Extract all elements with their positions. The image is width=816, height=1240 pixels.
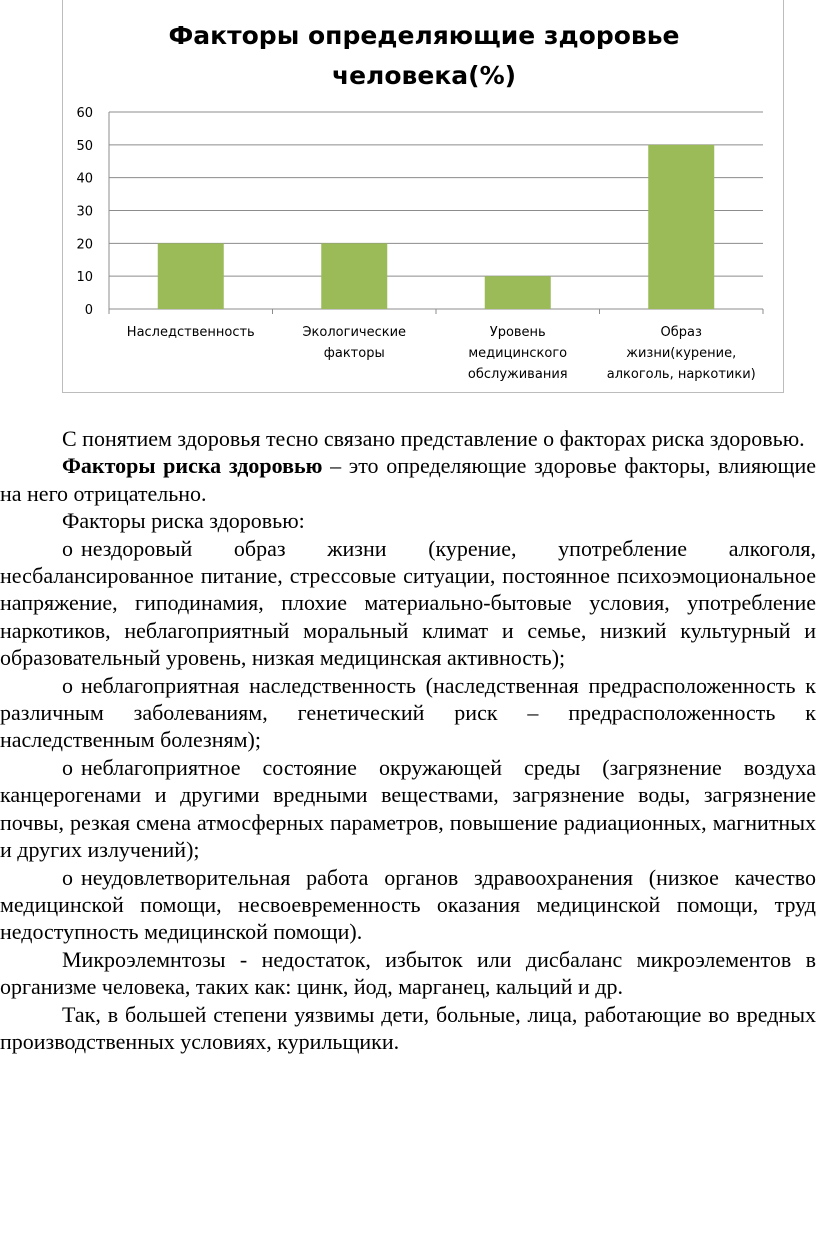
chart-title-line-2: человека(%) (331, 61, 517, 90)
term-bold: Факторы риска здоровью (62, 453, 323, 479)
list-item-text: неблагоприятное состояние окружающей среды (загрязнение воздуха канцерогенами и другими вредными веществами, загрязнение воды, загрязнение почвы, резкая смена атмосферных параметров, повышение радиационных, магнитных и других излучений); (0, 754, 816, 863)
x-category-label: медицинского (468, 346, 568, 361)
list-item-text: нездоровый образ жизни (курение, употребление алкоголя, несбалансированное питание, стрессовые ситуации, постоянное психоэмоциональное напряжение, гиподинамия, плохие материально-бытовые условия, употребление наркотиков, неблагоприятный моральный климат и семье, низкий культурный и образовательный уровень, низкая медицинская активность); (0, 535, 816, 671)
x-category-label: Экологические (302, 325, 407, 340)
list-item (0, 864, 816, 946)
paragraph-list-heading: Факторы риска здоровью: (62, 508, 305, 534)
chart-title-line-1: Факторы определяющие здоровье (168, 21, 680, 50)
chart (62, 0, 784, 393)
paragraph-definition (0, 452, 816, 507)
body-text (0, 425, 816, 1055)
y-tick-label: 50 (76, 138, 93, 154)
x-category-label: обслуживания (467, 367, 568, 382)
bullet-icon: o (62, 754, 73, 780)
list-item (0, 535, 816, 672)
bar (158, 243, 224, 309)
list-item (0, 754, 816, 864)
y-tick-label: 60 (76, 106, 93, 121)
x-category-label: факторы (323, 346, 385, 361)
paragraph-microelements: Микроэлемнтозы - недостаток, избыток или дисбаланс микроэлементов в организме человека, таких как: цинк, йод, марганец, кальций и др. (0, 946, 816, 1000)
list-item (0, 672, 816, 754)
y-tick-label: 0 (84, 303, 93, 318)
y-tick-label: 10 (76, 270, 93, 286)
list-item-text: неудовлетворительная работа органов здравоохранения (низкое качество медицинской помощи, несвоевременность оказания медицинской помощи, труд недоступность медицинской помощи). (0, 864, 816, 945)
chart-plot (63, 0, 785, 393)
bar (485, 276, 551, 309)
y-tick-label: 30 (76, 204, 93, 220)
x-category-label: Образ (660, 325, 702, 340)
paragraph-vulnerable-groups: Так, в большей степени уязвимы дети, больные, лица, работающие во вредных производственных условиях, курильщики. (0, 1001, 816, 1054)
x-category-label: Уровень (489, 325, 546, 340)
y-tick-label: 20 (76, 237, 93, 253)
x-category-label: Наследственность (126, 325, 255, 340)
bullet-icon: o (62, 535, 73, 561)
bar (648, 145, 714, 309)
bullet-icon: o (62, 672, 73, 698)
x-category-label: жизни(курение, (626, 346, 737, 361)
x-category-label: алкоголь, наркотики) (606, 367, 756, 382)
bar (321, 243, 387, 309)
definition-text: – это определяющие здоровье факторы, влияющие на него отрицательно. (0, 453, 816, 506)
bullet-icon: o (62, 864, 73, 890)
list-item-text: неблагоприятная наследственность (наследственная предрасположенность к различным заболеваниям, генетический риск – предрасположенность к наследственным болезням); (0, 672, 816, 753)
y-tick-label: 40 (76, 171, 93, 187)
paragraph-intro: С понятием здоровья тесно связано представление о факторах риска здоровью. (62, 426, 805, 451)
